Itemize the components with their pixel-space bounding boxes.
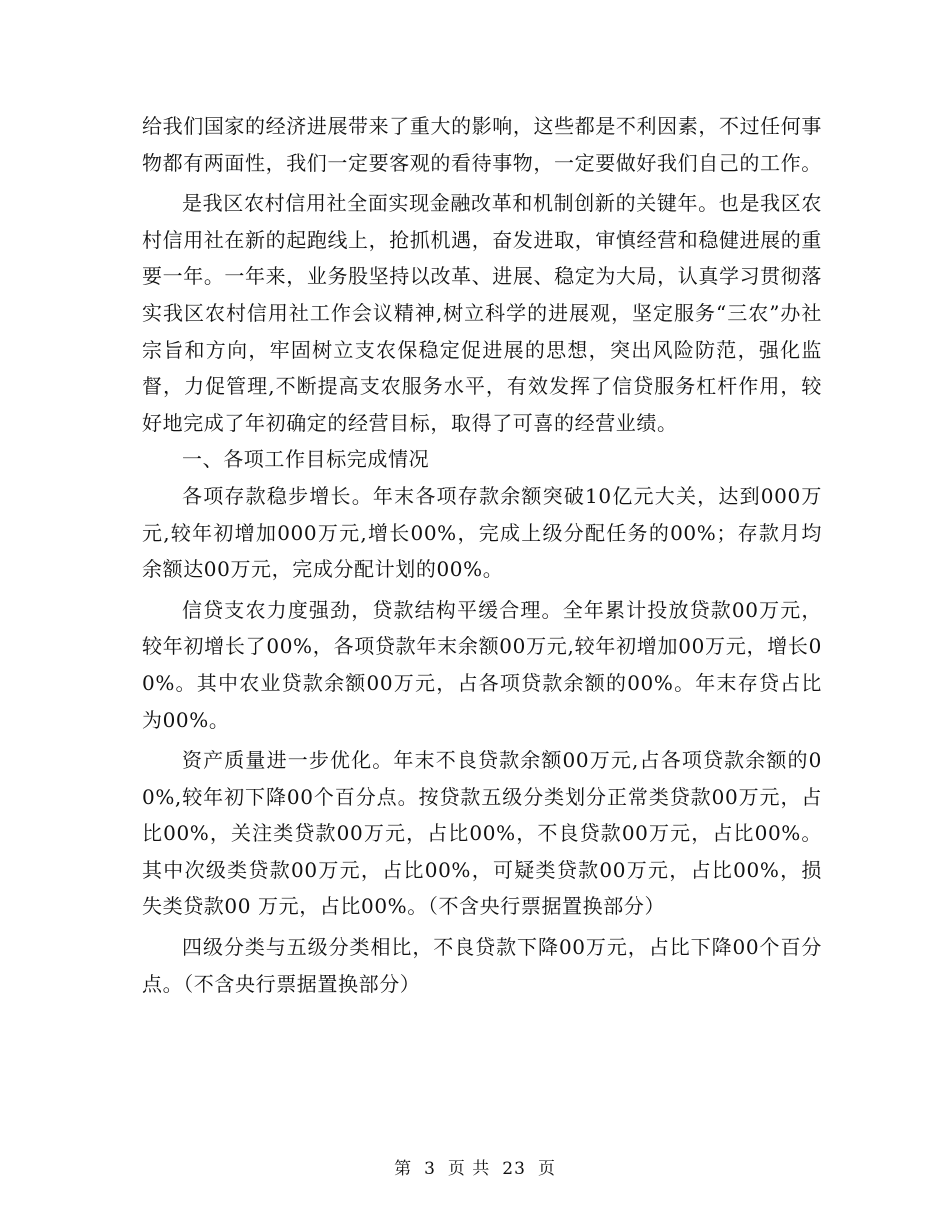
paragraph-asset-quality: 资产质量进一步优化。年末不良贷款余额00万元,占各项贷款余额的00%,较年初下降00个百分点。按贷款五级分类划分正常类贷款00万元，占比00%，关注类贷款00万元，占比00%，不良贷款00万元，占比00%。其中次级类贷款00万元，占比00%，可疑类贷款00万元，占比00%，损失类贷款00 万元，占比00%。（不含央行票据置换部分） xyxy=(142,748,822,919)
footer-middle: 页 共 xyxy=(447,1159,491,1179)
paragraph-1: 给我们国家的经济进展带来了重大的影响，这些都是不利因素，不过任何事物都有两面性，我们一定要客观的看待事物，一定要做好我们自己的工作。 xyxy=(142,114,822,175)
section-heading: 一、各项工作目标完成情况 xyxy=(182,447,430,472)
paragraph-classification: 四级分类与五级分类相比，不良贷款下降00万元，占比下降00个百分点。（不含央行票据置换部分） xyxy=(142,935,822,996)
footer-total-pages: 23 xyxy=(502,1159,526,1179)
paragraph-deposits: 各项存款稳步增长。年末各项存款余额突破10亿元大关，达到000万元,较年初增加000万元,增长00%，完成上级分配任务的00%；存款月均余额达00万元，完成分配计划的00%。 xyxy=(142,483,822,582)
page-footer xyxy=(0,1154,950,1179)
footer-prefix: 第 xyxy=(394,1159,413,1179)
paragraph-2: 是我区农村信用社全面实现金融改革和机制创新的关键年。也是我区农村信用社在新的起跑线上，抢抓机遇，奋发进取，审慎经营和稳健进展的重要一年。一年来，业务股坚持以改革、进展、稳定为大局，认真学习贯彻落实我区农村信用社工作会议精神,树立科学的进展观，坚定服务“三农”办社宗旨和方向，牢固树立支农保稳定促进展的思想，突出风险防范，强化监督，力促管理,不断提高支农服务水平，有效发挥了信贷服务杠杆作用，较好地完成了年初确定的经营目标，取得了可喜的经营业绩。 xyxy=(142,191,822,435)
footer-suffix: 页 xyxy=(537,1159,556,1179)
footer-current-page: 3 xyxy=(424,1159,436,1179)
paragraph-loans: 信贷支农力度强劲，贷款结构平缓合理。全年累计投放贷款00万元，较年初增长了00%，各项贷款年末余额00万元,较年初增加00万元，增长00%。其中农业贷款余额00万元，占各项贷款余额的00%。年末存贷占比为00%。 xyxy=(142,597,822,732)
document-body xyxy=(142,108,822,1002)
